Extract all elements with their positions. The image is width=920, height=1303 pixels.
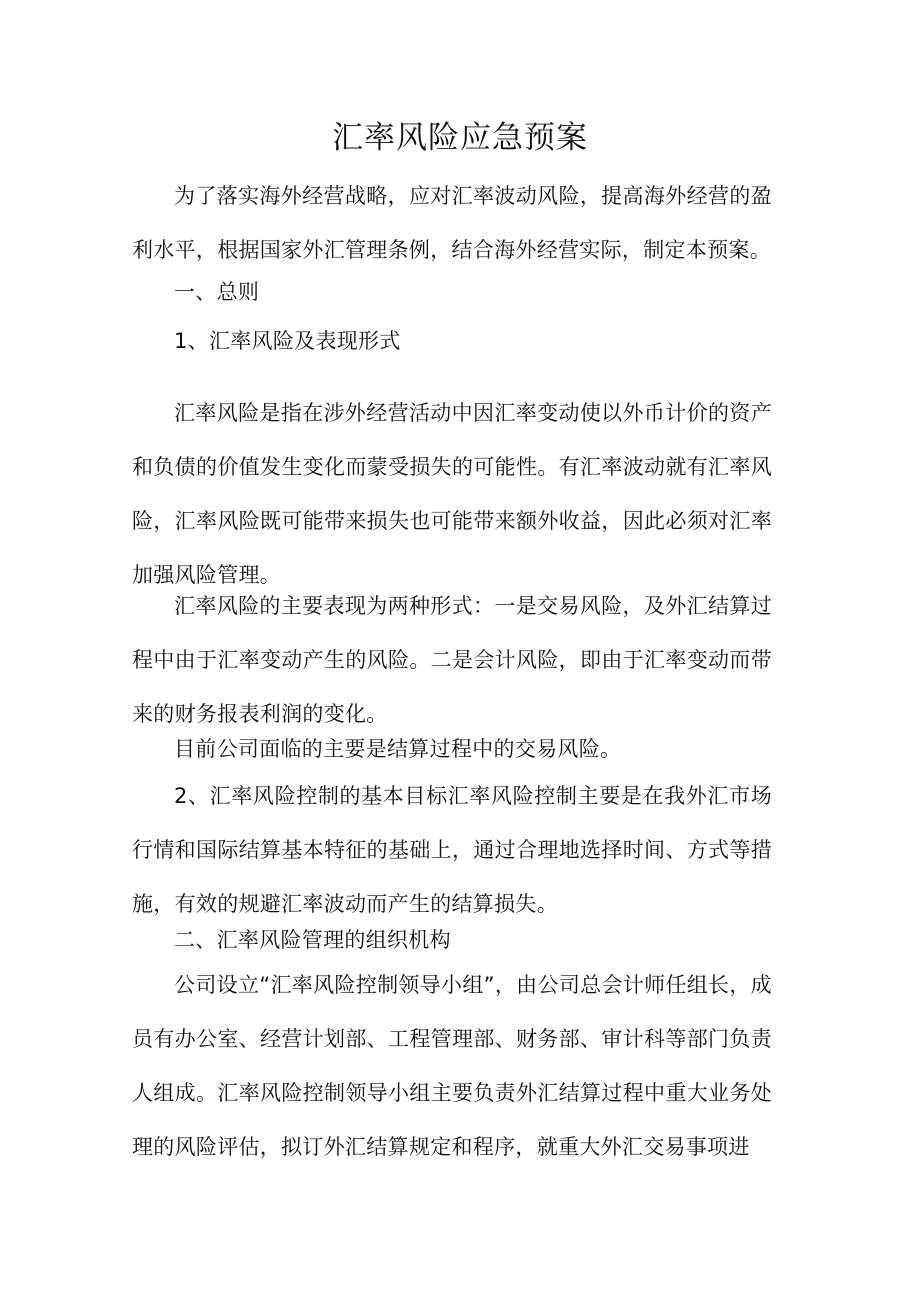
paragraph-organization: 公司设立“汇率风险控制领导小组”，由公司总会计师任组长，成员有办公室、经营计划部、工程管理部、财务部、审计科等部门负责人组成。汇率风险控制领导小组主要负责外汇结算过程中重大业务处理的风险评估，拟订外汇结算规定和程序，就重大外汇交易事项进: [132, 973, 772, 1159]
subsection-heading-risk-forms: 1、汇率风险及表现形式: [174, 329, 401, 353]
paragraph-current-risk: 目前公司面临的主要是结算过程中的交易风险。: [174, 737, 622, 761]
paragraph-risk-definition: 汇率风险是指在涉外经营活动中因汇率变动使以外币计价的资产和负债的价值发生变化而蒙受损失的可能性。有汇率波动就有汇率风险，汇率风险既可能带来损失也可能带来额外收益，因此必须对汇率加强风险管理。: [132, 401, 772, 587]
intro-paragraph: 为了落实海外经营战略，应对汇率波动风险，提高海外经营的盈利水平，根据国家外汇管理条例，结合海外经营实际，制定本预案。: [132, 184, 772, 262]
section-heading-general: 一、总则: [174, 280, 260, 304]
paragraph-risk-forms: 汇率风险的主要表现为两种形式：一是交易风险，及外汇结算过程中由于汇率变动产生的风险。二是会计风险，即由于汇率变动而带来的财务报表利润的变化。: [132, 594, 772, 726]
document-title: 汇率风险应急预案: [332, 120, 588, 156]
paragraph-control-objective: 2、汇率风险控制的基本目标汇率风险控制主要是在我外汇市场行情和国际结算基本特征的基础上，通过合理地选择时间、方式等措施，有效的规避汇率波动而产生的结算损失。: [132, 784, 772, 916]
section-heading-organization: 二、汇率风险管理的组织机构: [174, 928, 451, 952]
